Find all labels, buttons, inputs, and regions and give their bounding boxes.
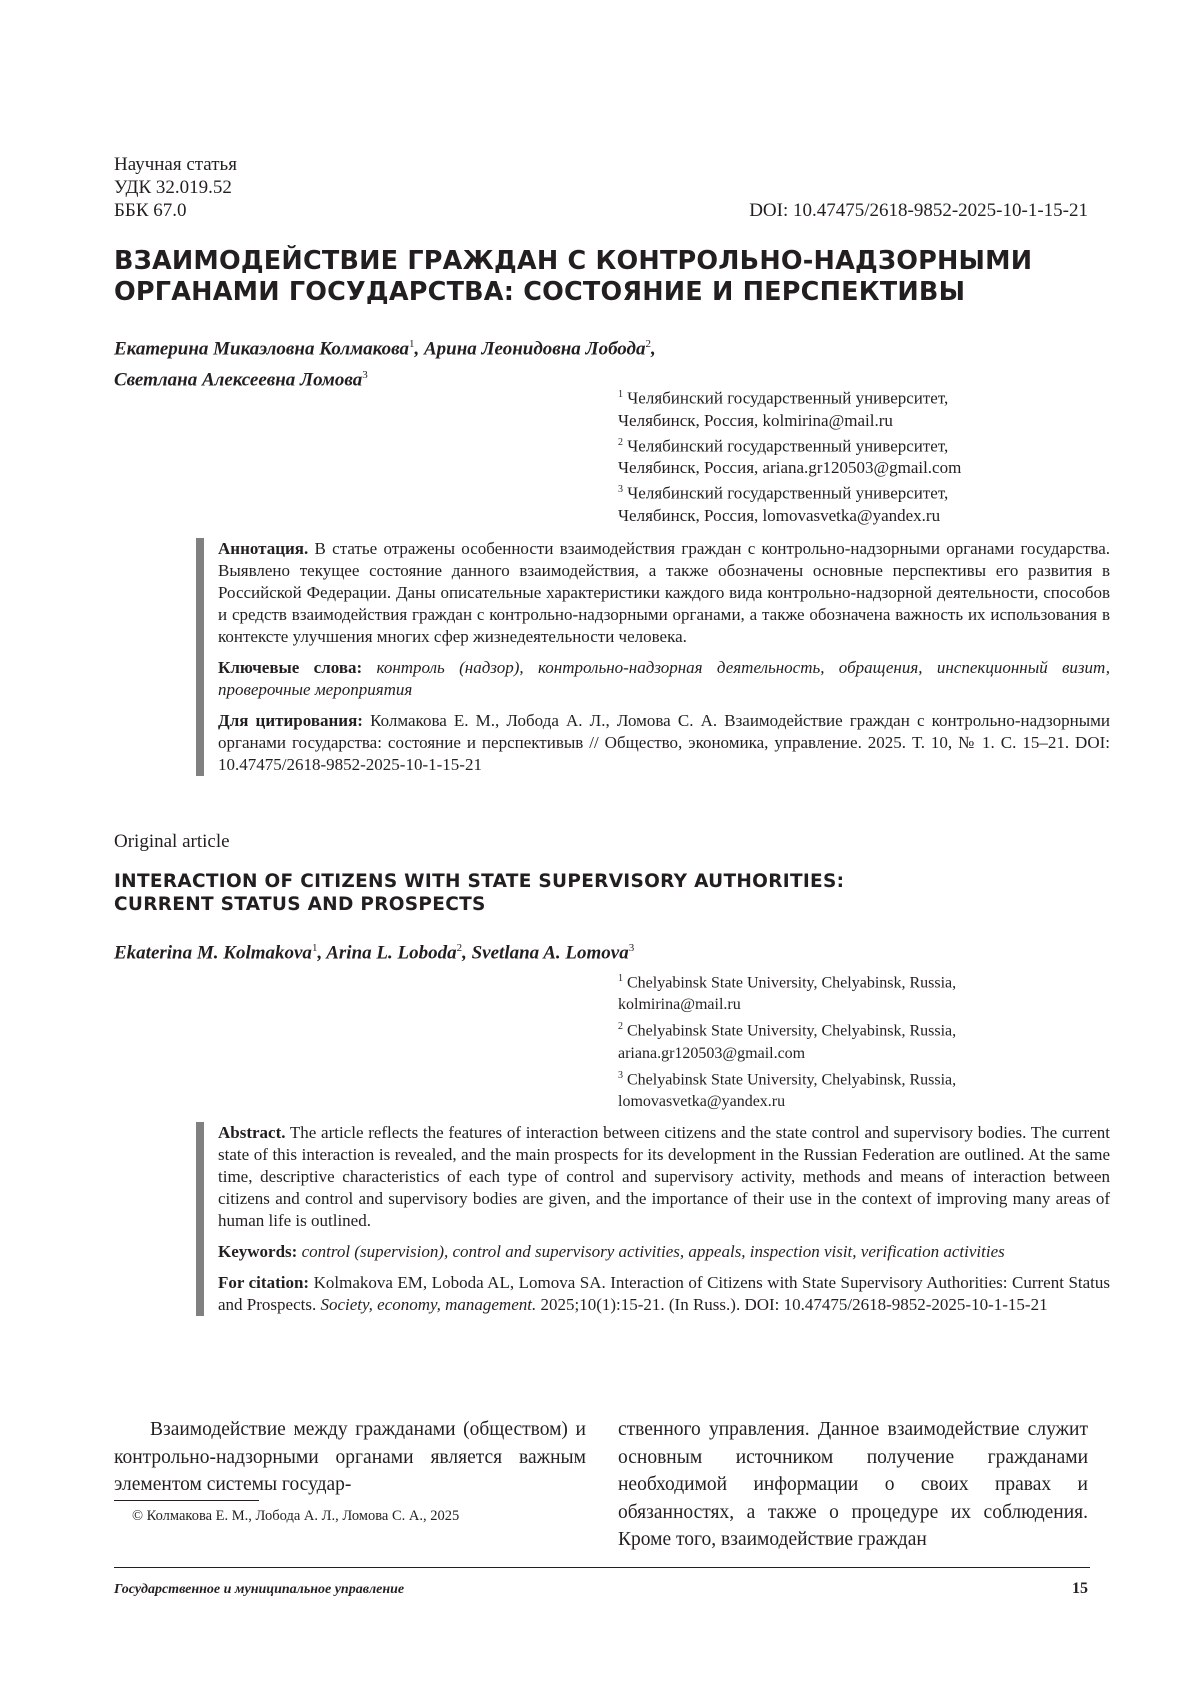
author-ru-2: Арина Леонидовна Лобода [423, 338, 646, 360]
citation-ru-text: Колмакова Е. М., Лобода А. Л., Ломова С. А. Взаимодействие граждан с контрольно-надзорными органами государства: состояние и перспективыв // Общество, экономика, управление. 2025. Т. 10, № 1. С. 15–21. DOI: 10.47475/2618-9852-2025-10-1-15-21 [218, 711, 1111, 774]
affil-en-3-line2: lomovasvetka@yandex.ru [618, 1092, 786, 1110]
author-en-2-sup: 2 [456, 942, 463, 954]
authors-ru [114, 331, 656, 394]
author-en-1-sup: 1 [311, 942, 318, 954]
affil-en-1-line1: Chelyabinsk State University, Chelyabinsk, Russia, [627, 974, 957, 992]
affil-en-1-sup: 1 [618, 973, 623, 984]
author-en-2: Arina L. Loboda [326, 942, 457, 964]
keywords-en-text: control (supervision), control and supervisory activities, appeals, inspection visit, verification activities [301, 1242, 1005, 1261]
abstract-en [196, 1122, 1110, 1316]
author-ru-1-sup: 1 [408, 338, 415, 350]
citation-ru [218, 710, 1110, 776]
copyright-footnote: © Колмакова Е. М., Лобода А. Л., Ломова С. А., 2025 [132, 1508, 460, 1524]
affil-ru-2-line1: Челябинский государственный университет, [627, 436, 949, 456]
title-en-line2: CURRENT STATUS AND PROSPECTS [114, 894, 486, 915]
title-en-line1: INTERACTION OF CITIZENS WITH STATE SUPERVISORY AUTHORITIES: [114, 871, 845, 892]
author-sep: , [414, 338, 424, 360]
affil-en-2-line2: ariana.gr120503@gmail.com [618, 1044, 806, 1062]
citation-en [218, 1272, 1110, 1316]
citation-en-journal: Society, economy, management. [320, 1295, 537, 1314]
citation-en-text1: Kolmakova EM, Loboda AL, Lomova SA. Interaction of Citizens with State Supervisory Authorities: Current Status and Prospects. [218, 1273, 1111, 1314]
journal-section: Государственное и муниципальное управление [114, 1582, 405, 1597]
abstract-ru-label: Аннотация. [218, 539, 309, 558]
keywords-en [218, 1241, 1110, 1263]
doi: DOI: 10.47475/2618-9852-2025-10-1-15-21 [749, 200, 1088, 221]
author-sep: , [650, 338, 656, 360]
author-ru-3-sup: 3 [362, 369, 368, 382]
affil-en-2-line1: Chelyabinsk State University, Chelyabinsk, Russia, [627, 1022, 957, 1040]
page-title-en [114, 870, 1094, 916]
author-ru-1: Екатерина Микаэловна Колмакова [114, 338, 409, 360]
abstract-en-text: The article reflects the features of interaction between citizens and the state control and supervisory bodies. The current state of this interaction is revealed, and the main prospects for its development in the Russian Federation are outlined. At the same time, descriptive characteristics of each type of control and supervisory activity, methods and means of interaction between citizens and control and supervisory bodies are given, and the importance of their use in the context of improving many areas of human life is outlined. [218, 1123, 1110, 1230]
author-en-3: Svetlana A. Lomova [471, 942, 629, 964]
page-number: 15 [1072, 1580, 1088, 1597]
author-sep: , [462, 942, 472, 964]
affil-ru-1-line1: Челябинский государственный университет, [627, 388, 949, 408]
affiliations-en [618, 968, 956, 1113]
affil-ru-2-line2: Челябинск, Россия, ariana.gr120503@gmail.com [618, 458, 962, 478]
affil-en-2-sup: 2 [618, 1021, 623, 1033]
citation-en-label: For citation: [218, 1273, 310, 1292]
header-meta [114, 153, 237, 222]
author-sep: , [317, 942, 327, 964]
authors-en [114, 935, 634, 966]
title-ru-line2: ОРГАНАМИ ГОСУДАРСТВА: СОСТОЯНИЕ И ПЕРСПЕКТИВЫ [114, 277, 966, 307]
udk: УДК 32.019.52 [114, 177, 232, 198]
body-left-column: Взаимодействие между гражданами (обществом) и контрольно-надзорными органами является важным элементом системы государ- [114, 1419, 586, 1495]
keywords-ru-label: Ключевые слова: [218, 658, 363, 677]
affil-en-3-sup: 3 [618, 1069, 623, 1081]
author-ru-3: Светлана Алексеевна Ломова [114, 369, 363, 391]
footer-divider [114, 1567, 1090, 1568]
affil-ru-1-line2: Челябинск, Россия, kolmirina@mail.ru [618, 410, 893, 430]
page-title-ru [114, 246, 1094, 308]
author-en-3-sup: 3 [628, 942, 635, 954]
affil-ru-3-line2: Челябинск, Россия, lomovasvetka@yandex.ru [618, 505, 941, 525]
affil-ru-3-line1: Челябинский государственный университет, [627, 483, 949, 503]
keywords-ru [218, 657, 1110, 701]
affil-ru-3-sup: 3 [618, 484, 623, 496]
abstract-ru-paragraph [218, 538, 1110, 648]
affil-en-3-line1: Chelyabinsk State University, Chelyabinsk, Russia, [627, 1070, 957, 1088]
keywords-en-label: Keywords: [218, 1242, 298, 1261]
author-ru-2-sup: 2 [645, 338, 651, 350]
abstract-en-paragraph [218, 1122, 1110, 1232]
article-type: Научная статья [114, 154, 237, 175]
affiliations-ru [618, 384, 961, 527]
abstract-ru-text: В статье отражены особенности взаимодействия граждан с контрольно-надзорными органами государства. Выявлено текущее состояние данного взаимодействия, а также обозначены основные перспективы его развития в Российской Федерации. Даны описательные характеристики каждого вида контрольно-надзорной деятельности, способов и средств взаимодействия граждан с контрольно-надзорными органами, а также обозначена важность их использования в контексте улучшения многих сфер жизнедеятельности человека. [218, 539, 1111, 646]
footnote-divider [114, 1500, 259, 1501]
citation-ru-label: Для цитирования: [218, 711, 363, 730]
article-type-en: Original article [114, 831, 230, 852]
keywords-ru-text: контроль (надзор), контрольно-надзорная деятельность, обращения, инспекционный визит, проверочные мероприятия [218, 658, 1111, 699]
abstract-en-label: Abstract. [218, 1123, 286, 1142]
citation-en-text2: 2025;10(1):15-21. (In Russ.). DOI: 10.47475/2618-9852-2025-10-1-15-21 [540, 1295, 1048, 1314]
affil-ru-1-sup: 1 [618, 389, 623, 400]
abstract-ru [196, 538, 1110, 776]
author-en-1: Ekaterina M. Kolmakova [114, 942, 312, 964]
affil-en-1-line2: kolmirina@mail.ru [618, 996, 741, 1014]
bbk: ББК 67.0 [114, 200, 187, 221]
body-right-column: ственного управления. Данное взаимодействие служит основным источником получение гражданами необходимой информации о своих правах и обязанностях, а также о процедуре их соблюдения. Кроме того, взаимодействие граждан [618, 1419, 1088, 1550]
affil-ru-2-sup: 2 [618, 436, 623, 448]
title-ru-line1: ВЗАИМОДЕЙСТВИЕ ГРАЖДАН С КОНТРОЛЬНО-НАДЗОРНЫМИ [114, 246, 1033, 276]
